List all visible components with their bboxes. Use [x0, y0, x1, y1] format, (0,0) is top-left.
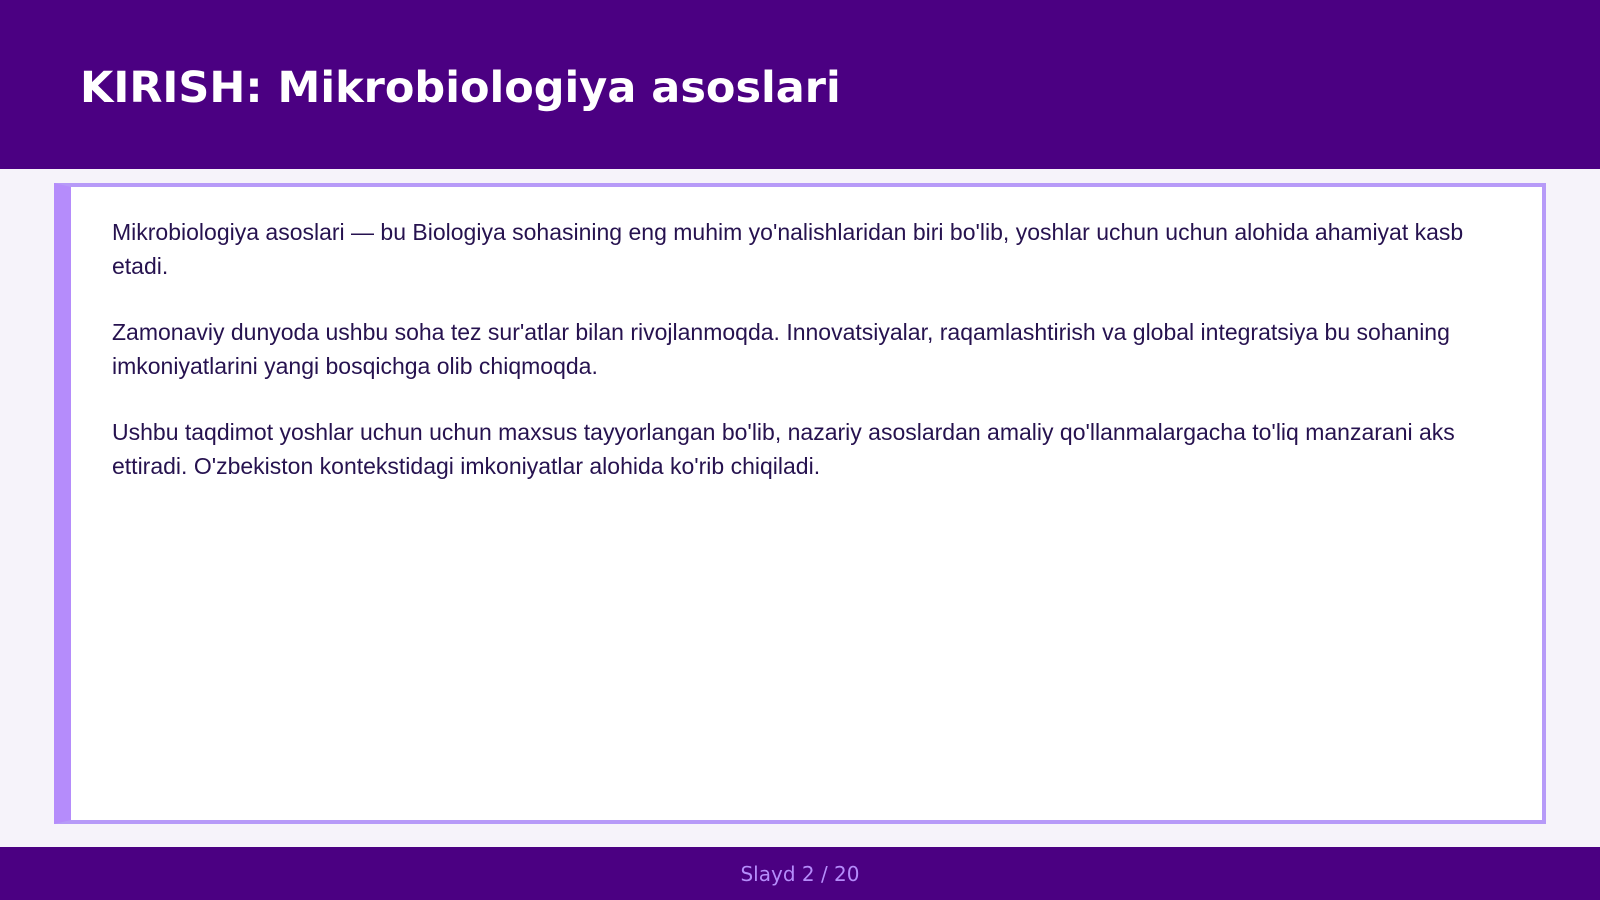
slide-counter: Slayd 2 / 20: [740, 861, 860, 886]
intro-paragraph-3: Ushbu taqdimot yoshlar uchun uchun maxsus tayyorlangan bo'lib, nazariy asoslardan amaliy qo'llanmalargacha to'liq manzarani aks ettiradi. O'zbekiston kontekstidagi imkoniyatlar alohida ko'rib chiqiladi.: [112, 419, 1455, 479]
content-card: [54, 183, 1546, 824]
intro-paragraph-2: Zamonaviy dunyoda ushbu soha tez sur'atlar bilan rivojlanmoqda. Innovatsiyalar, raqamlashtirish va global integratsiya bu sohaning imkoniyatlarini yangi bosqichga olib chiqmoqda.: [112, 319, 1450, 379]
slide-body-text: [112, 215, 1507, 515]
slide-footer: [0, 847, 1600, 900]
slide-header: [0, 0, 1600, 169]
slide-title: KIRISH: Mikrobiologiya asoslari: [80, 63, 841, 113]
intro-paragraph-1: Mikrobiologiya asoslari — bu Biologiya sohasining eng muhim yo'nalishlaridan biri bo'lib, yoshlar uchun uchun alohida ahamiyat kasb etadi.: [112, 219, 1464, 279]
